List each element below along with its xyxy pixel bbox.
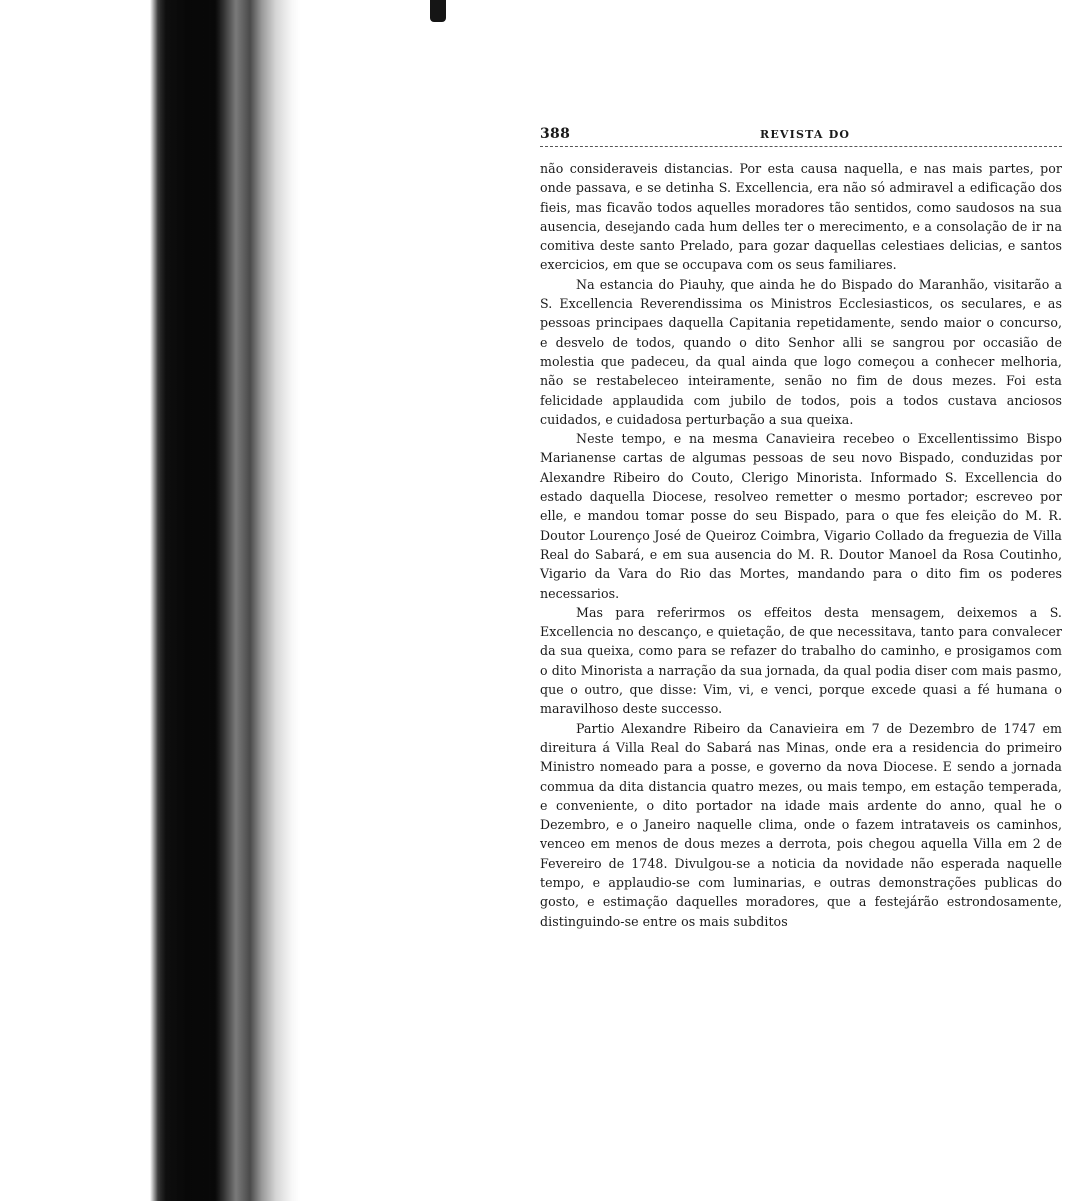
gutter-shadow — [160, 0, 220, 1201]
paragraph-3: Neste tempo, e na mesma Canavieira recebeo o Excellentissimo Bispo Marianense cartas de algumas pessoas de seu novo Bispado, conduzidas por Alexandre Ribeiro do Couto, Clerigo Minorista. Informado S. Excellencia do estado daquella Diocese, resolveo remetter o mesmo portador; escreveo por elle, e mandou tomar posse do seu Bispado, para o que fes eleição do M. R. Doutor Lourenço José de Queiroz Coimbra, Vigario Collado da freguezia de Villa Real do Sabará, e em sua ausencia do M. R. Doutor Manoel da Rosa Coutinho, Vigario da Vara do Rio das Mortes, mandando para o dito fim os poderes necessarios. — [540, 431, 1062, 601]
paragraph-1: não consideraveis distancias. Por esta causa naquella, e nas mais partes, por onde passava, e se detinha S. Excellencia, era não só admiravel a edificação dos fieis, mas ficavão todos aquelles moradores tão sentidos, como saudosos na sua ausencia, desejando cada hum delles ter o merecimento, e a consolação de ir na comitiva deste santo Prelado, para gozar daquellas celestiaes delicias, e santos exercicios, em que se occupava com os seus familiares. — [540, 161, 1062, 273]
body-text — [540, 159, 1062, 931]
binding-mark — [430, 0, 446, 22]
paragraph-4: Mas para referirmos os effeitos desta mensagem, deixemos a S. Excellencia no descanço, e quietação, de que necessitava, tanto para convalecer da sua queixa, como para se refazer do trabalho do caminho, e prosigamos com o dito Minorista a narração da sua jornada, da qual podia diser com mais pasmo, que o outro, que disse: Vim, vi, e venci, porque excede quasi a fé humana o maravilhoso deste successo. — [540, 604, 1062, 717]
paragraph-2: Na estancia do Piauhy, que ainda he do Bispado do Maranhão, visitarão a S. Excellencia Reverendissima os Ministros Ecclesiasticos, os seculares, e as pessoas principaes daquella Capitania repetidamente, sendo maior o concurso, e desvelo de todos, quando o dito Senhor alli se sangrou por occasião de molestia que padeceu, da qual ainda que logo começou a conhecer melhoria, não se restabeleceo inteiramente, senão no fim de dous mezes. Foi esta felicidade applaudida com jubilo de todos, pois a todos custava anciosos cuidados, e cuidadosa perturbação a sua queixa. — [540, 276, 1062, 427]
book-spine-gutter — [0, 0, 300, 1201]
paragraph-5: Partio Alexandre Ribeiro da Canavieira em 7 de Dezembro de 1747 em direitura á Villa Real do Sabará nas Minas, onde era a residencia do primeiro Ministro nomeado para a posse, e governo da nova Diocese. E sendo a jornada commua da dita distancia quatro mezes, ou mais tempo, em estação temperada, e conveniente, o dito portador na idade mais ardente do anno, qual he o Dezembro, e o Janeiro naquelle clima, onde o fazem intrataveis os caminhos, venceo em menos de dous mezes a derrota, pois chegou aquella Villa em 2 de Fevereiro de 1748. Divulgou-se a noticia da novidade não esperada naquelle tempo, e applaudio-se com luminarias, e outras demonstrações publicas do gosto, e estimação daquelles moradores, que a festejárão estrondosamente, distinguindo-se entre os mais subditos — [540, 720, 1062, 929]
running-title: REVISTA DO — [760, 128, 851, 141]
page-number: 388 — [540, 126, 571, 142]
running-header — [540, 122, 1062, 147]
book-page — [540, 122, 1062, 931]
